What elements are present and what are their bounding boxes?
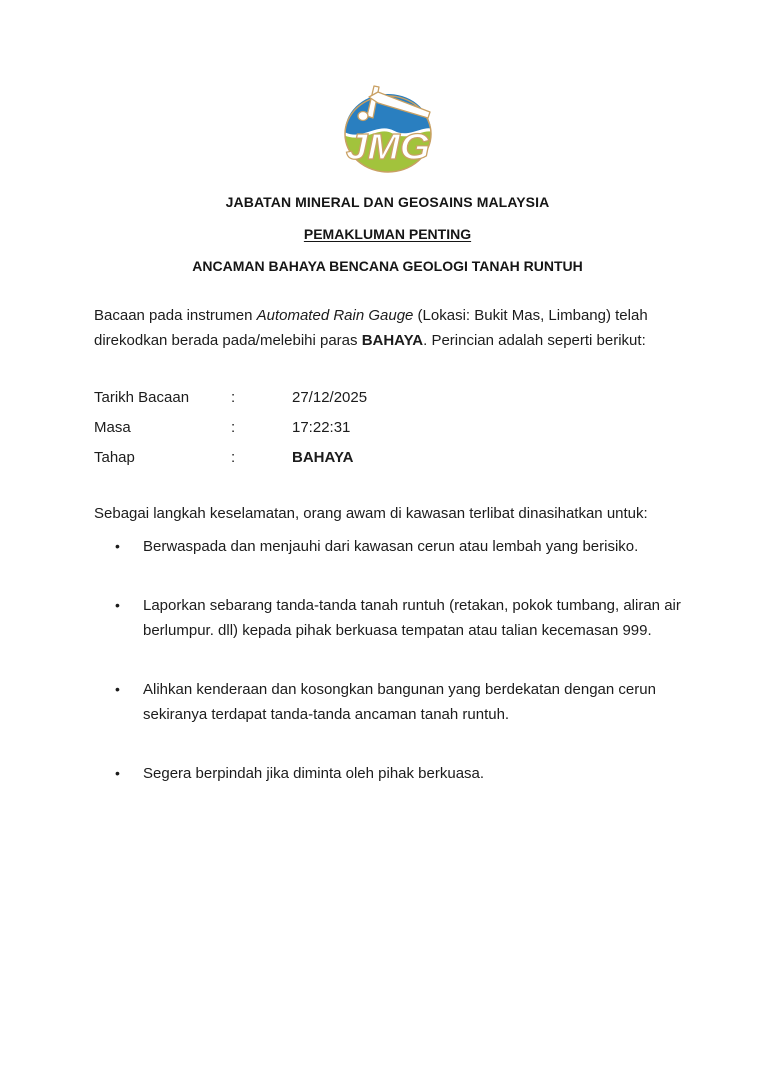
advisory-item-3	[94, 677, 681, 727]
alert-level-inline: BAHAYA	[361, 332, 424, 349]
intro-text-1: Bacaan pada instrumen	[94, 307, 257, 324]
jmg-logo-icon	[333, 82, 443, 174]
intro-text-2: (Lokasi: Bukit Mas, Limbang) telah direkodkan berada pada/melebihi paras	[94, 307, 648, 349]
advisory-item-text: Berwaspada dan menjauhi dari kawasan cerun atau lembah yang berisiko.	[143, 538, 639, 555]
bullet-icon: •	[115, 681, 120, 697]
detail-value-date: 27/12/2025	[292, 389, 368, 406]
bullet-icon: •	[115, 597, 120, 613]
detail-label: Masa	[94, 419, 131, 436]
subject-title: ANCAMAN BAHAYA BENCANA GEOLOGI TANAH RUNTUH	[192, 258, 583, 274]
notice-title: PEMAKLUMAN PENTING	[303, 226, 472, 242]
advisory-item-text: Alihkan kenderaan dan kosongkan bangunan yang berdekatan dengan cerun sekiranya terdapat tanda-tanda ancaman tanah runtuh.	[143, 681, 656, 723]
advisory-item-2	[94, 593, 681, 643]
detail-value-level: BAHAYA	[292, 449, 354, 466]
document-body	[94, 303, 681, 786]
advisory-item-1	[94, 534, 681, 559]
detail-separator: :	[231, 449, 236, 466]
detail-separator: :	[231, 419, 236, 436]
detail-separator: :	[231, 389, 236, 406]
detail-label: Tahap	[94, 449, 135, 466]
intro-text-3: . Perincian adalah seperti berikut:	[423, 332, 646, 349]
instrument-name-italic: Automated Rain Gauge	[256, 307, 414, 324]
advisory-item-4	[94, 761, 681, 786]
detail-label: Tarikh Bacaan	[94, 389, 190, 406]
detail-value-time: 17:22:31	[292, 419, 351, 436]
logo-container	[0, 0, 775, 179]
advisory-item-text: Laporkan sebarang tanda-tanda tanah runtuh (retakan, pokok tumbang, aliran air berlumpur. dll) kepada pihak berkuasa tempatan atau talian kecemasan 999.	[143, 597, 681, 639]
organization-title: JABATAN MINERAL DAN GEOSAINS MALAYSIA	[225, 194, 550, 210]
logo-jmg-text: JMG	[345, 126, 430, 167]
bullet-icon: •	[115, 538, 120, 554]
advisory-item-text: Segera berpindah jika diminta oleh pihak berkuasa.	[143, 765, 485, 782]
bullet-icon: •	[115, 765, 120, 781]
detail-row-level	[94, 443, 681, 473]
intro-paragraph	[94, 303, 681, 353]
detail-row-time	[94, 413, 681, 443]
detail-row-date	[94, 383, 681, 413]
advisory-lead-sentence: Sebagai langkah keselamatan, orang awam di kawasan terlibat dinasihatkan untuk:	[94, 505, 648, 522]
reading-details-table	[94, 383, 681, 473]
advisory-list	[94, 534, 681, 786]
